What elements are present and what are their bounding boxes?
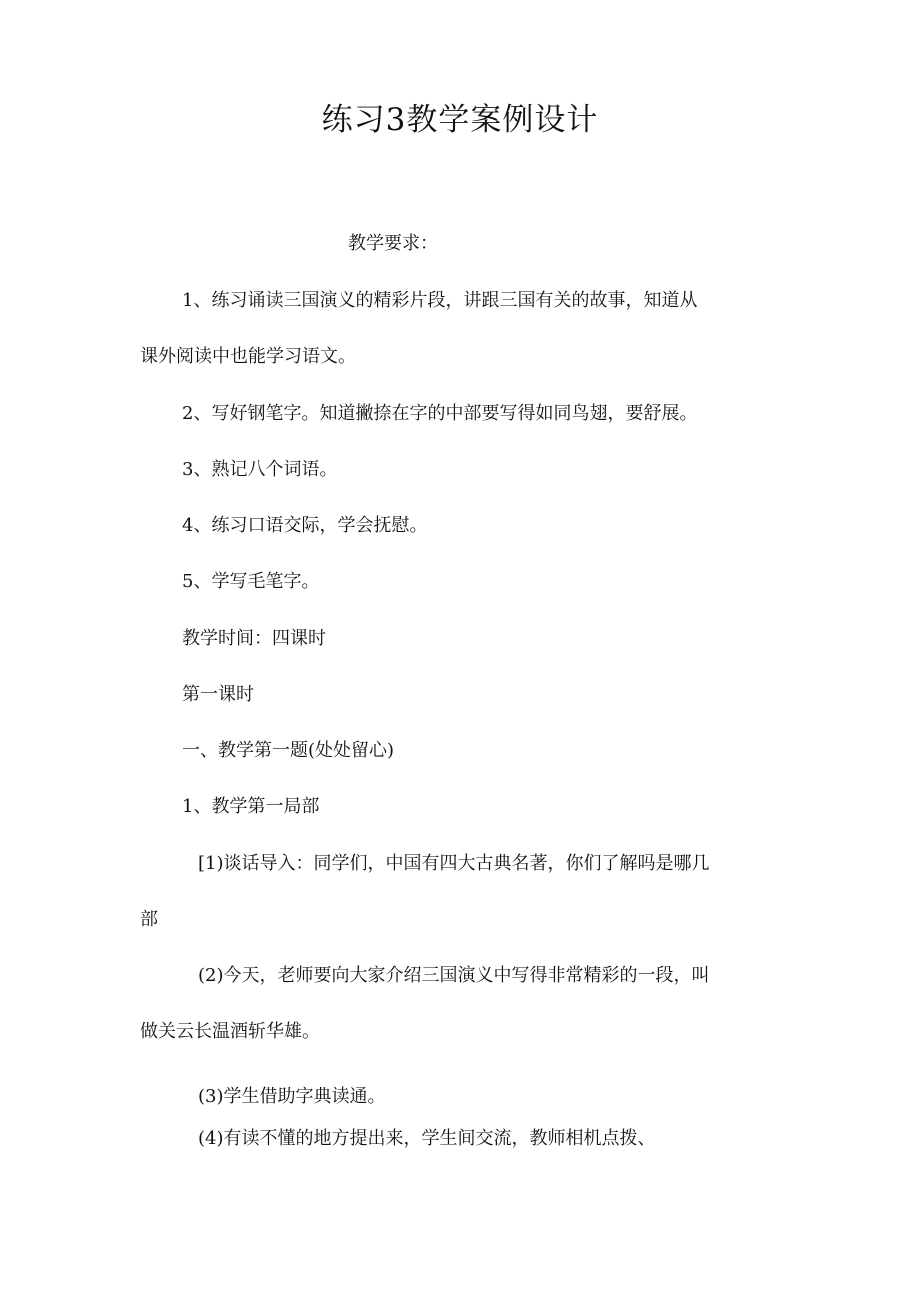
paragraph-line: (2)今天，老师要向大家介绍三国演义中写得非常精彩的一段，叫 xyxy=(198,965,710,986)
paragraph-line: 教学时间：四课时 xyxy=(182,628,326,649)
paragraph-line: 2、写好钢笔字。知道撇捺在字的中部要写得如同鸟翅，要舒展。 xyxy=(182,403,698,424)
section-heading-teaching-requirements: 教学要求： xyxy=(348,233,438,254)
paragraph-line: 4、练习口语交际，学会抚慰。 xyxy=(182,515,428,536)
paragraph-line: [1)谈话导入：同学们，中国有四大古典名著，你们了解吗是哪几 xyxy=(198,853,710,874)
paragraph-line: 课外阅读中也能学习语文。 xyxy=(140,346,356,367)
paragraph-line: 5、学写毛笔字。 xyxy=(182,571,320,592)
section-heading-first-lesson: 第一课时 xyxy=(182,684,254,705)
paragraph-line: 1、练习诵读三国演义的精彩片段，讲跟三国有关的故事，知道从 xyxy=(182,290,698,311)
paragraph-line: 3、熟记八个词语。 xyxy=(182,459,338,480)
paragraph-line: 做关云长温酒斩华雄。 xyxy=(140,1021,320,1042)
paragraph-line: (3)学生借助字典读通。 xyxy=(198,1086,386,1107)
paragraph-line: 部 xyxy=(140,909,158,930)
paragraph-line: (4)有读不懂的地方提出来，学生间交流，教师相机点拨、 xyxy=(198,1128,656,1149)
section-heading: 一、教学第一题(处处留心) xyxy=(182,740,395,761)
section-heading: 1、教学第一局部 xyxy=(182,796,320,817)
page-title: 练习3教学案例设计 xyxy=(321,102,599,138)
